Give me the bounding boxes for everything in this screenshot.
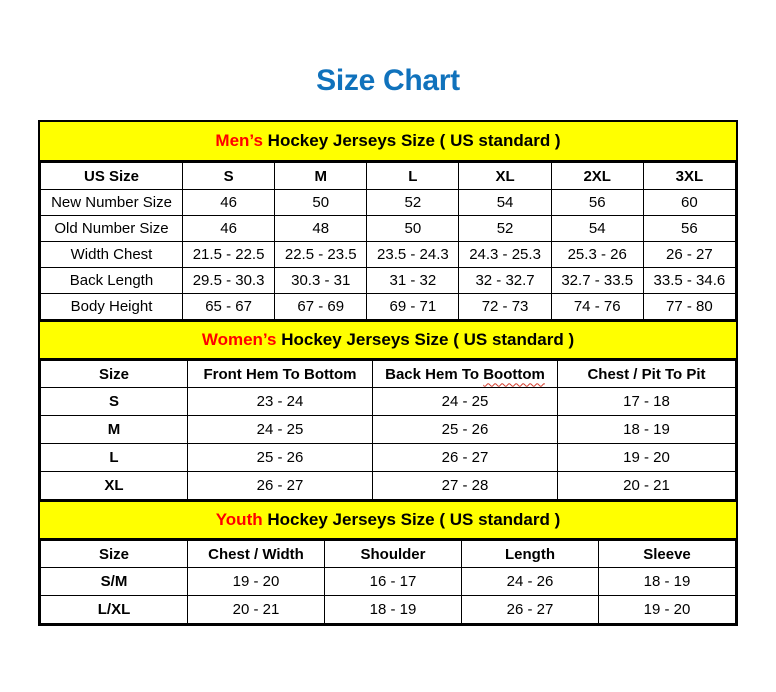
size-cell: 19 - 20 (599, 596, 736, 624)
size-cell: 69 - 71 (367, 294, 459, 320)
youth-header-row (41, 541, 736, 568)
column-header: Size (41, 541, 188, 568)
size-chart-tables (38, 120, 738, 626)
size-cell: 18 - 19 (599, 568, 736, 596)
column-header: Sleeve (599, 541, 736, 568)
table-row (41, 216, 736, 242)
column-header: Chest / Pit To Pit (558, 361, 736, 388)
womens-band-text: Hockey Jerseys Size ( US standard ) (276, 330, 575, 349)
size-cell: 54 (459, 190, 551, 216)
row-label: Back Length (41, 268, 183, 294)
table-row (41, 472, 736, 500)
size-cell: 19 - 20 (558, 444, 736, 472)
size-cell: 54 (551, 216, 643, 242)
mens-size-table (40, 162, 736, 320)
size-cell: 24.3 - 25.3 (459, 242, 551, 268)
size-cell: 24 - 26 (462, 568, 599, 596)
size-cell: 30.3 - 31 (275, 268, 367, 294)
row-label: New Number Size (41, 190, 183, 216)
size-cell: 48 (275, 216, 367, 242)
misspelled-word: Boottom (483, 365, 545, 383)
row-label: S (41, 388, 188, 416)
size-cell: 74 - 76 (551, 294, 643, 320)
mens-band-highlight: Men’s (215, 131, 263, 150)
size-cell: 19 - 20 (188, 568, 325, 596)
size-cell: 16 - 17 (325, 568, 462, 596)
size-cell: 17 - 18 (558, 388, 736, 416)
size-cell: 52 (367, 190, 459, 216)
row-label: S/M (41, 568, 188, 596)
row-label: XL (41, 472, 188, 500)
womens-size-table (40, 360, 736, 500)
row-label: Width Chest (41, 242, 183, 268)
size-cell: 72 - 73 (459, 294, 551, 320)
youth-band-highlight: Youth (215, 510, 263, 529)
size-cell: 50 (275, 190, 367, 216)
size-cell: 23 - 24 (188, 388, 373, 416)
column-header: Front Hem To Bottom (188, 361, 373, 388)
size-cell: 77 - 80 (643, 294, 735, 320)
size-cell: 21.5 - 22.5 (183, 242, 275, 268)
row-label: M (41, 416, 188, 444)
size-cell: 18 - 19 (558, 416, 736, 444)
column-header: 3XL (643, 163, 735, 190)
column-header: Size (41, 361, 188, 388)
youth-size-table (40, 540, 736, 624)
size-cell: 52 (459, 216, 551, 242)
size-cell: 18 - 19 (325, 596, 462, 624)
mens-band-text: Hockey Jerseys Size ( US standard ) (262, 131, 561, 150)
size-cell: 20 - 21 (558, 472, 736, 500)
row-label: L (41, 444, 188, 472)
size-cell: 24 - 25 (188, 416, 373, 444)
size-cell: 32 - 32.7 (459, 268, 551, 294)
womens-band-highlight: Women’s (201, 330, 277, 349)
size-cell: 32.7 - 33.5 (551, 268, 643, 294)
row-label: Old Number Size (41, 216, 183, 242)
size-cell: 26 - 27 (373, 444, 558, 472)
womens-section-header (40, 320, 736, 360)
table-row (41, 268, 736, 294)
size-cell: 33.5 - 34.6 (643, 268, 735, 294)
womens-header-row (41, 361, 736, 388)
size-cell: 27 - 28 (373, 472, 558, 500)
table-row (41, 388, 736, 416)
mens-section-header (40, 122, 736, 162)
mens-header-row (41, 163, 736, 190)
size-cell: 26 - 27 (188, 472, 373, 500)
size-cell: 29.5 - 30.3 (183, 268, 275, 294)
size-cell: 25.3 - 26 (551, 242, 643, 268)
column-header: XL (459, 163, 551, 190)
table-row (41, 294, 736, 320)
column-header: US Size (41, 163, 183, 190)
size-cell: 46 (183, 190, 275, 216)
size-cell: 56 (551, 190, 643, 216)
size-cell: 31 - 32 (367, 268, 459, 294)
column-header: 2XL (551, 163, 643, 190)
youth-section-header (40, 500, 736, 540)
table-row (41, 416, 736, 444)
size-cell: 25 - 26 (188, 444, 373, 472)
size-cell: 65 - 67 (183, 294, 275, 320)
size-cell: 50 (367, 216, 459, 242)
column-header: Chest / Width (188, 541, 325, 568)
size-cell: 26 - 27 (643, 242, 735, 268)
column-header-text: Back Hem To (385, 365, 484, 383)
column-header (373, 361, 558, 388)
table-row (41, 242, 736, 268)
page-title: Size Chart (316, 64, 460, 97)
size-cell: 24 - 25 (373, 388, 558, 416)
table-row (41, 444, 736, 472)
size-cell: 60 (643, 190, 735, 216)
size-cell: 46 (183, 216, 275, 242)
column-header: L (367, 163, 459, 190)
size-cell: 23.5 - 24.3 (367, 242, 459, 268)
size-cell: 56 (643, 216, 735, 242)
column-header: S (183, 163, 275, 190)
column-header: Shoulder (325, 541, 462, 568)
size-cell: 26 - 27 (462, 596, 599, 624)
row-label: Body Height (41, 294, 183, 320)
table-row (41, 568, 736, 596)
table-row (41, 596, 736, 624)
size-cell: 20 - 21 (188, 596, 325, 624)
column-header: M (275, 163, 367, 190)
row-label: L/XL (41, 596, 188, 624)
youth-band-text: Hockey Jerseys Size ( US standard ) (262, 510, 561, 529)
size-cell: 25 - 26 (373, 416, 558, 444)
size-cell: 22.5 - 23.5 (275, 242, 367, 268)
size-cell: 67 - 69 (275, 294, 367, 320)
table-row (41, 190, 736, 216)
column-header: Length (462, 541, 599, 568)
